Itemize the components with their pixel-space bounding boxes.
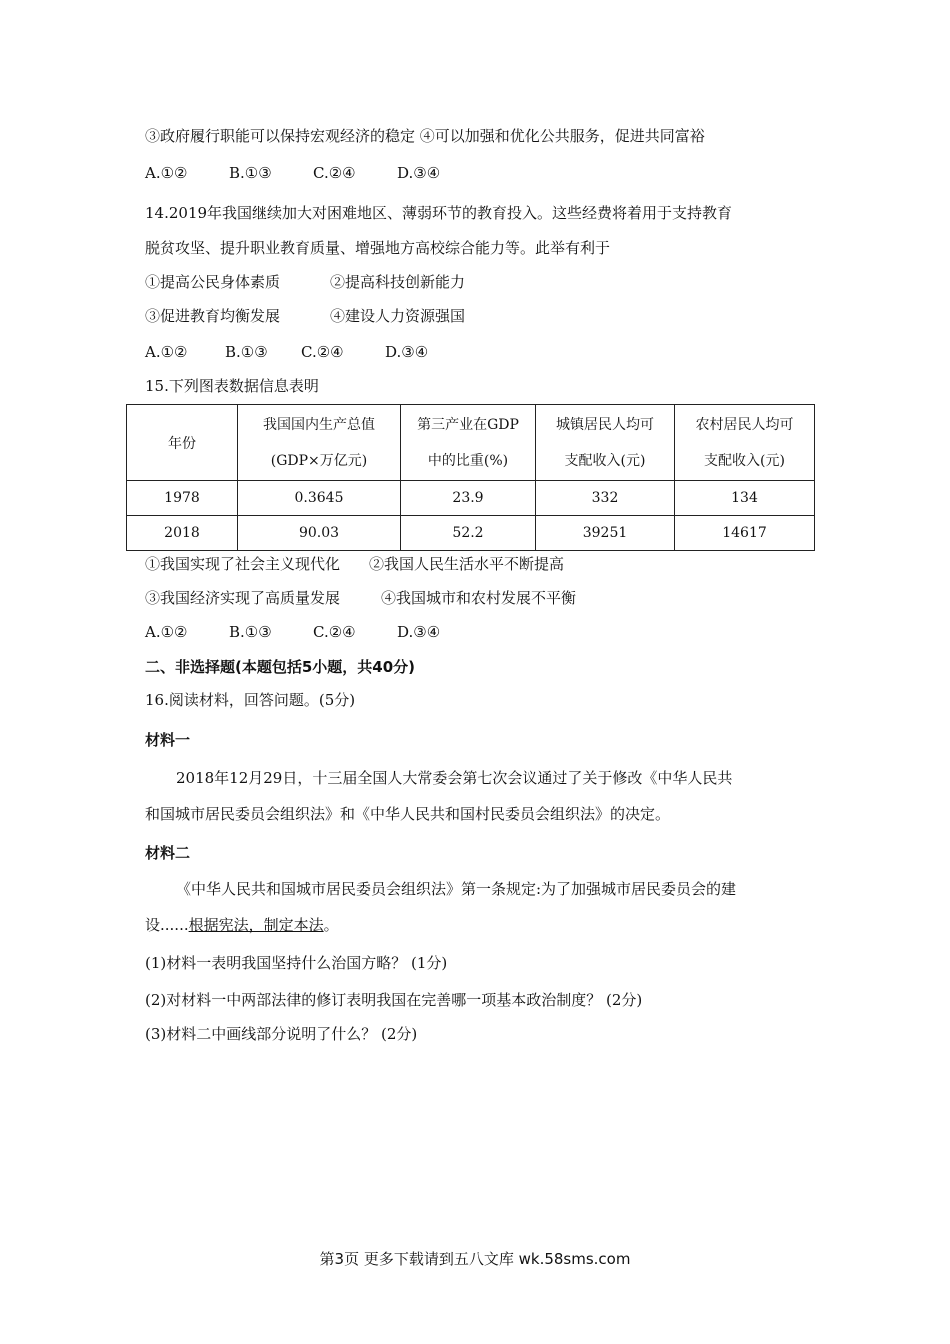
table-cell: 332 — [536, 481, 675, 516]
table-cell: 23.9 — [401, 481, 536, 516]
material-2-label: 材料二 — [145, 844, 191, 862]
material-2-line-1: 《中华人民共和国城市居民委员会组织法》第一条规定:为了加强城市居民委员会的建 — [176, 880, 737, 898]
q15-title: 15.下列图表数据信息表明 — [145, 377, 319, 395]
table-header-sublabel: 支配收入(元) — [704, 452, 785, 469]
q15-choice-2: ②我国人民生活水平不断提高 — [369, 555, 565, 573]
table-header-row — [127, 405, 815, 481]
table-header-cell-tertiary — [401, 405, 536, 481]
q14-options — [145, 342, 428, 362]
q13-options — [145, 163, 440, 183]
material-2-underlined-text: 根据宪法，制定本法 — [188, 916, 324, 934]
table-row — [127, 481, 815, 516]
table-header-sublabel: (GDP×万亿元) — [270, 452, 368, 469]
material-1-line-1: 2018年12月29日，十三届全国人大常委会第七次会议通过了关于修改《中华人民共 — [176, 769, 733, 787]
q13-option-c: C.②④ — [313, 164, 356, 182]
q14-choices-row-1 — [145, 272, 465, 292]
table-cell: 134 — [675, 481, 815, 516]
q15-option-a: A.①② — [145, 623, 188, 641]
material-1-label: 材料一 — [145, 731, 191, 749]
q13-statement-line: ③政府履行职能可以保持宏观经济的稳定 ④可以加强和优化公共服务，促进共同富裕 — [145, 127, 705, 145]
material-2-line-2 — [145, 915, 339, 935]
q14-choices-row-2 — [145, 306, 465, 326]
q15-data-table — [126, 404, 815, 551]
table-cell: 14617 — [675, 516, 815, 551]
table-cell: 39251 — [536, 516, 675, 551]
q16-sub-question-2: (2)对材料一中两部法律的修订表明我国在完善哪一项基本政治制度？ (2分) — [145, 991, 643, 1009]
table-cell: 0.3645 — [238, 481, 401, 516]
q14-choice-3: ③促进教育均衡发展 — [145, 307, 281, 325]
table-row — [127, 516, 815, 551]
q13-option-d: D.③④ — [397, 164, 441, 182]
material-2-suffix: 。 — [323, 916, 339, 934]
q16-sub-question-3: (3)材料二中画线部分说明了什么？ (2分) — [145, 1025, 418, 1043]
page-footer: 第3页 更多下载请到五八文库 wk.58sms.com — [319, 1250, 631, 1268]
q15-choice-4: ④我国城市和农村发展不平衡 — [381, 589, 577, 607]
table-header-label: 第三产业在GDP — [417, 416, 519, 433]
table-header-label: 我国国内生产总值 — [263, 416, 375, 433]
q14-choice-4: ④建设人力资源强国 — [330, 307, 466, 325]
table-cell: 52.2 — [401, 516, 536, 551]
table-cell: 2018 — [127, 516, 238, 551]
q14-option-c: C.②④ — [301, 343, 344, 361]
table-header-cell-rural-income — [675, 405, 815, 481]
q14-option-d: D.③④ — [385, 343, 429, 361]
table-cell: 1978 — [127, 481, 238, 516]
table-header-cell-urban-income — [536, 405, 675, 481]
table-header-label: 城镇居民人均可 — [556, 416, 654, 433]
table-header-sublabel: 中的比重(%) — [427, 452, 509, 469]
q16-sub-question-1: (1)材料一表明我国坚持什么治国方略？ (1分) — [145, 954, 448, 972]
q14-line-2: 脱贫攻坚、提升职业教育质量、增强地方高校综合能力等。此举有利于 — [145, 239, 611, 257]
q13-option-b: B.①③ — [229, 164, 272, 182]
q13-option-a: A.①② — [145, 164, 188, 182]
q14-option-a: A.①② — [145, 343, 188, 361]
table-header-cell-year — [127, 405, 238, 481]
q15-choice-1: ①我国实现了社会主义现代化 — [145, 555, 341, 573]
q14-choice-1: ①提高公民身体素质 — [145, 273, 281, 291]
q15-option-c: C.②④ — [313, 623, 356, 641]
table-header-label: 农村居民人均可 — [695, 416, 794, 433]
q15-choices-row-1 — [145, 554, 564, 574]
q15-option-b: B.①③ — [229, 623, 272, 641]
q15-choice-3: ③我国经济实现了高质量发展 — [145, 589, 341, 607]
q14-option-b: B.①③ — [225, 343, 268, 361]
q16-title: 16.阅读材料，回答问题。(5分) — [145, 691, 356, 709]
q15-choices-row-2 — [145, 588, 576, 608]
q14-line-1: 14.2019年我国继续加大对困难地区、薄弱环节的教育投入。这些经费将着用于支持教育 — [145, 204, 733, 222]
material-1-line-2: 和国城市居民委员会组织法》和《中华人民共和国村民委员会组织法》的决定。 — [145, 805, 671, 823]
table-header-sublabel: 支配收入(元) — [564, 452, 646, 469]
table-cell: 90.03 — [238, 516, 401, 551]
q15-options — [145, 622, 440, 642]
table-header-label: 年份 — [168, 435, 196, 452]
q15-option-d: D.③④ — [397, 623, 441, 641]
table-header-cell-gdp — [238, 405, 401, 481]
material-2-prefix: 设...... — [145, 916, 189, 934]
section-heading: 二、非选择题(本题包括5小题，共40分) — [145, 658, 416, 676]
q14-choice-2: ②提高科技创新能力 — [330, 273, 466, 291]
